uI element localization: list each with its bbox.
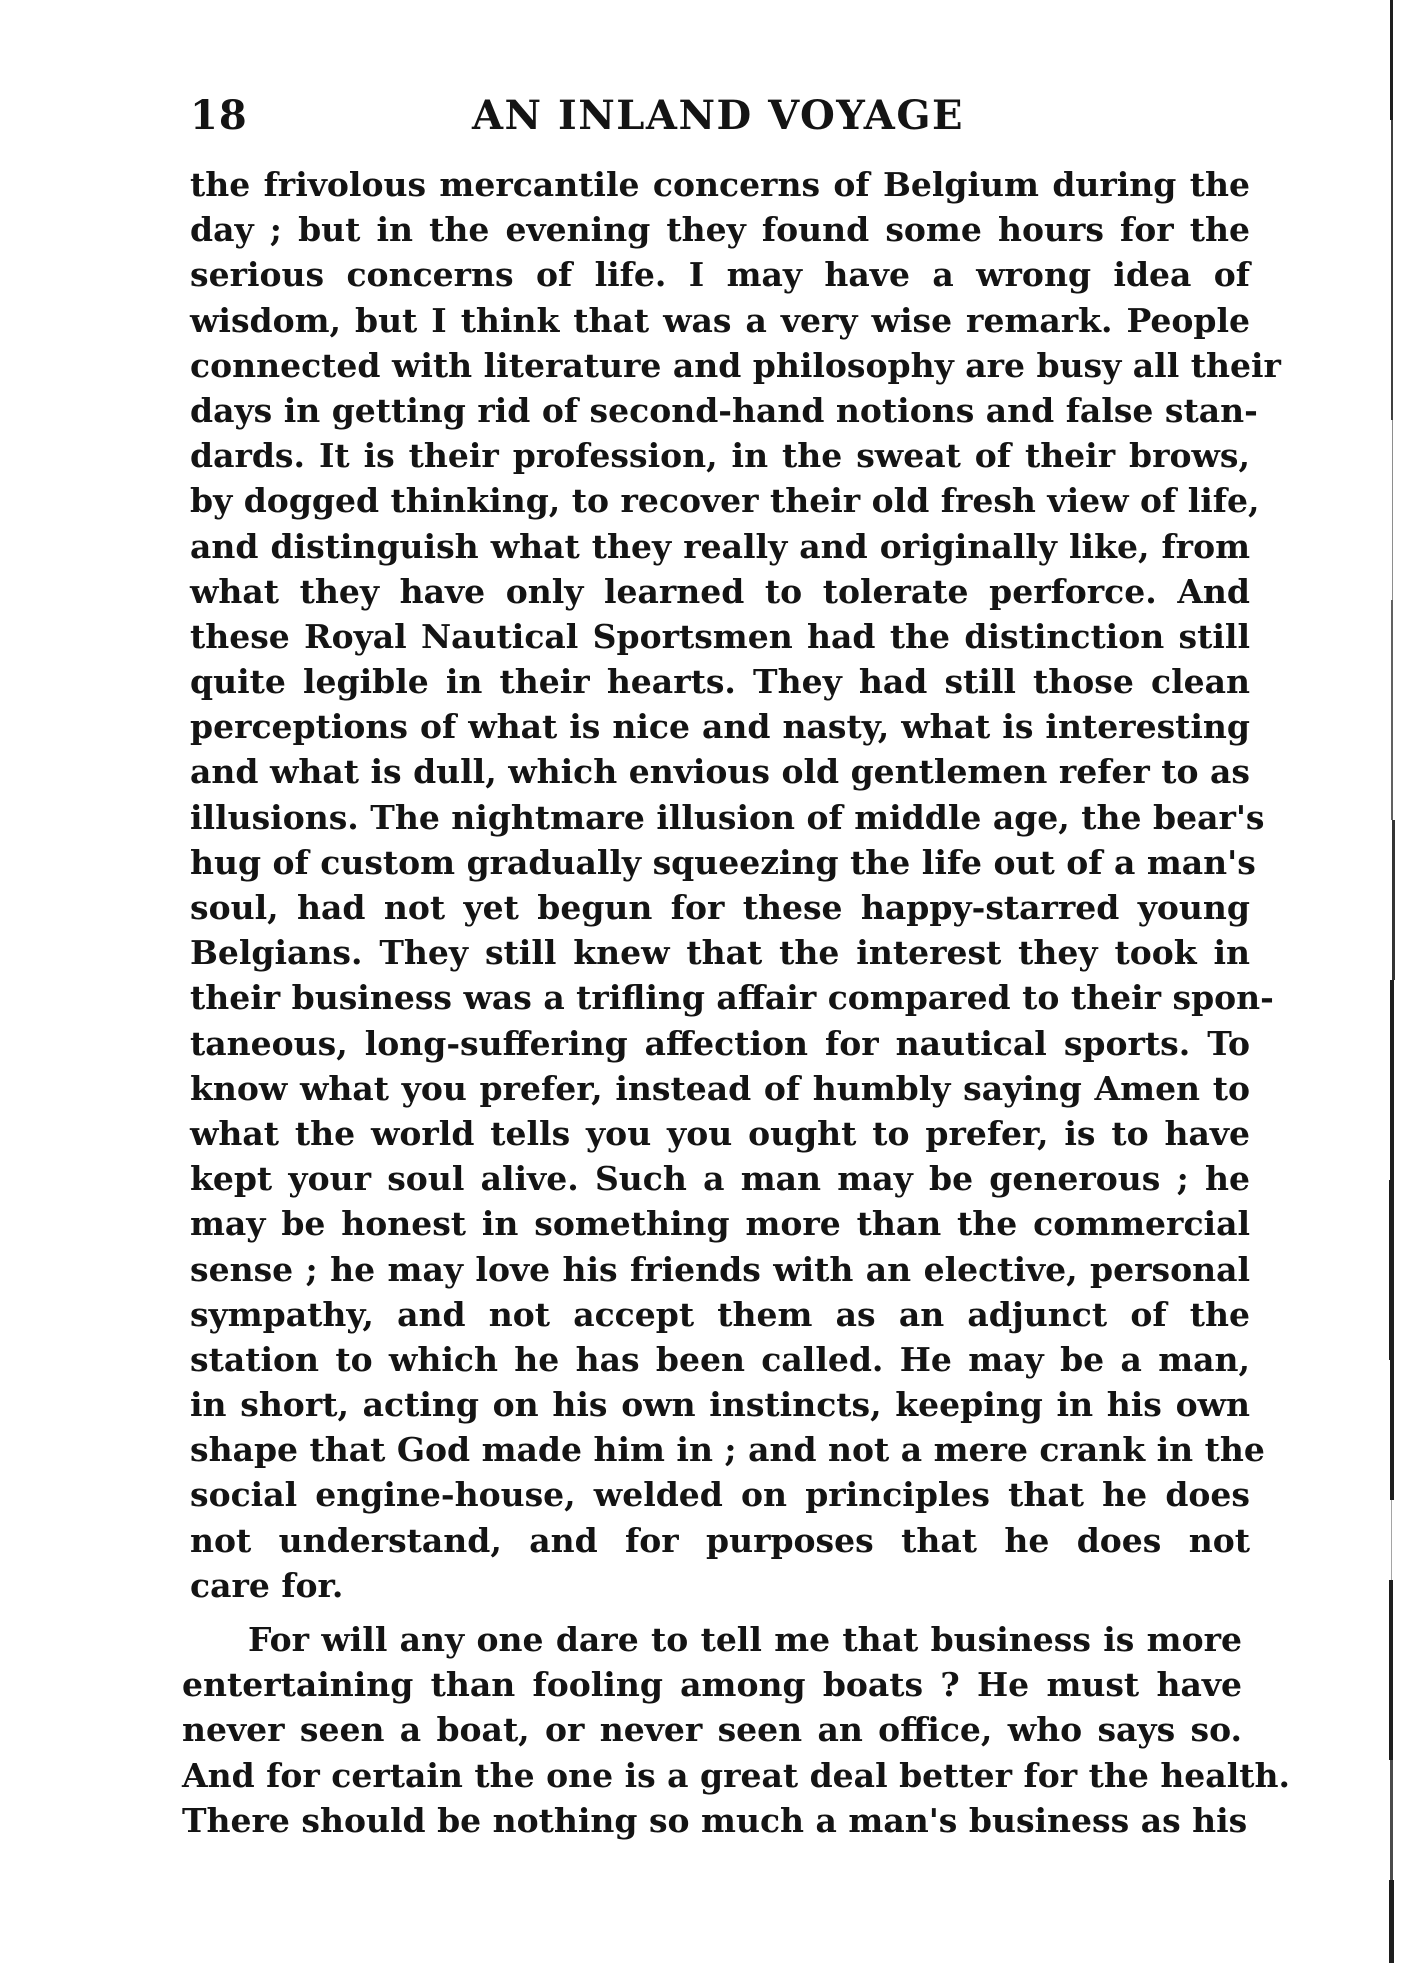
text-line: these Royal Nautical Sportsmen had the distinction still [190,616,1250,656]
text-line: days in getting rid of second-hand notions and false stan- [190,390,1258,430]
text-line: in short, acting on his own instincts, keeping in his own [190,1385,1250,1425]
paragraph-2 [182,1617,1290,1843]
text-line: sense ; he may love his friends with an elective, personal [190,1249,1250,1289]
text-line: station to which he has been called. He may be a man, [190,1339,1250,1379]
text-line: serious concerns of life. I may have a wrong idea of [190,255,1250,295]
text-line: wisdom, but I think that was a very wise remark. People [190,300,1250,340]
binding-gutter-shadow [1378,0,1409,1963]
text-line: what they have only learned to tolerate perforce. And [190,571,1250,611]
text-line: day ; but in the evening they found some hours for the [190,210,1250,250]
text-line: not understand, and for purposes that he does not [190,1520,1250,1560]
text-line: Belgians. They still knew that the interest they took in [190,933,1250,973]
text-line: illusions. The nightmare illusion of middle age, the bear's [190,797,1265,837]
text-line: the frivolous mercantile concerns of Belgium during the [190,165,1250,204]
text-line: social engine-house, welded on principles that he does [190,1475,1250,1515]
text-line: dards. It is their profession, in the sweat of their brows, [190,436,1250,476]
text-line: care for. [190,1565,344,1605]
text-line: soul, had not yet begun for these happy-starred young [190,888,1250,927]
text-line: and what is dull, which envious old gentlemen refer to as [190,752,1250,792]
text-line: and distinguish what they really and originally like, from [190,526,1250,566]
text-line: entertaining than fooling among boats ? He must have [182,1665,1242,1705]
text-line: know what you prefer, instead of humbly saying Amen to [190,1068,1250,1108]
text-line: perceptions of what is nice and nasty, what is interesting [190,707,1250,747]
text-line: what the world tells you you ought to prefer, is to have [190,1113,1250,1153]
page-number: 18 [190,92,248,139]
text-line: For will any one dare to tell me that business is more [248,1620,1242,1659]
text-line: by dogged thinking, to recover their old fresh view of life, [190,481,1260,521]
text-line: There should be nothing so much a man's business as his [182,1800,1248,1840]
running-title: AN INLAND VOYAGE [472,92,964,139]
text-line: connected with literature and philosophy are busy all their [190,345,1281,385]
page-header [190,92,1250,142]
text-line: may be honest in something more than the commercial [190,1204,1250,1244]
text-line: quite legible in their hearts. They had still those clean [190,662,1250,702]
text-line: never seen a boat, or never seen an office, who says so. [182,1710,1242,1750]
text-line: their business was a trifling affair compared to their spon- [190,978,1274,1018]
text-line: shape that God made him in ; and not a mere crank in the [190,1430,1265,1470]
text-line: kept your soul alive. Such a man may be generous ; he [190,1159,1250,1199]
paragraph-1 [190,162,1281,1608]
text-line: sympathy, and not accept them as an adjunct of the [190,1294,1250,1334]
text-line: taneous, long-suffering affection for nautical sports. To [190,1023,1250,1063]
text-line: hug of custom gradually squeezing the life out of a man's [190,842,1256,882]
text-line: And for certain the one is a great deal better for the health. [182,1755,1290,1795]
